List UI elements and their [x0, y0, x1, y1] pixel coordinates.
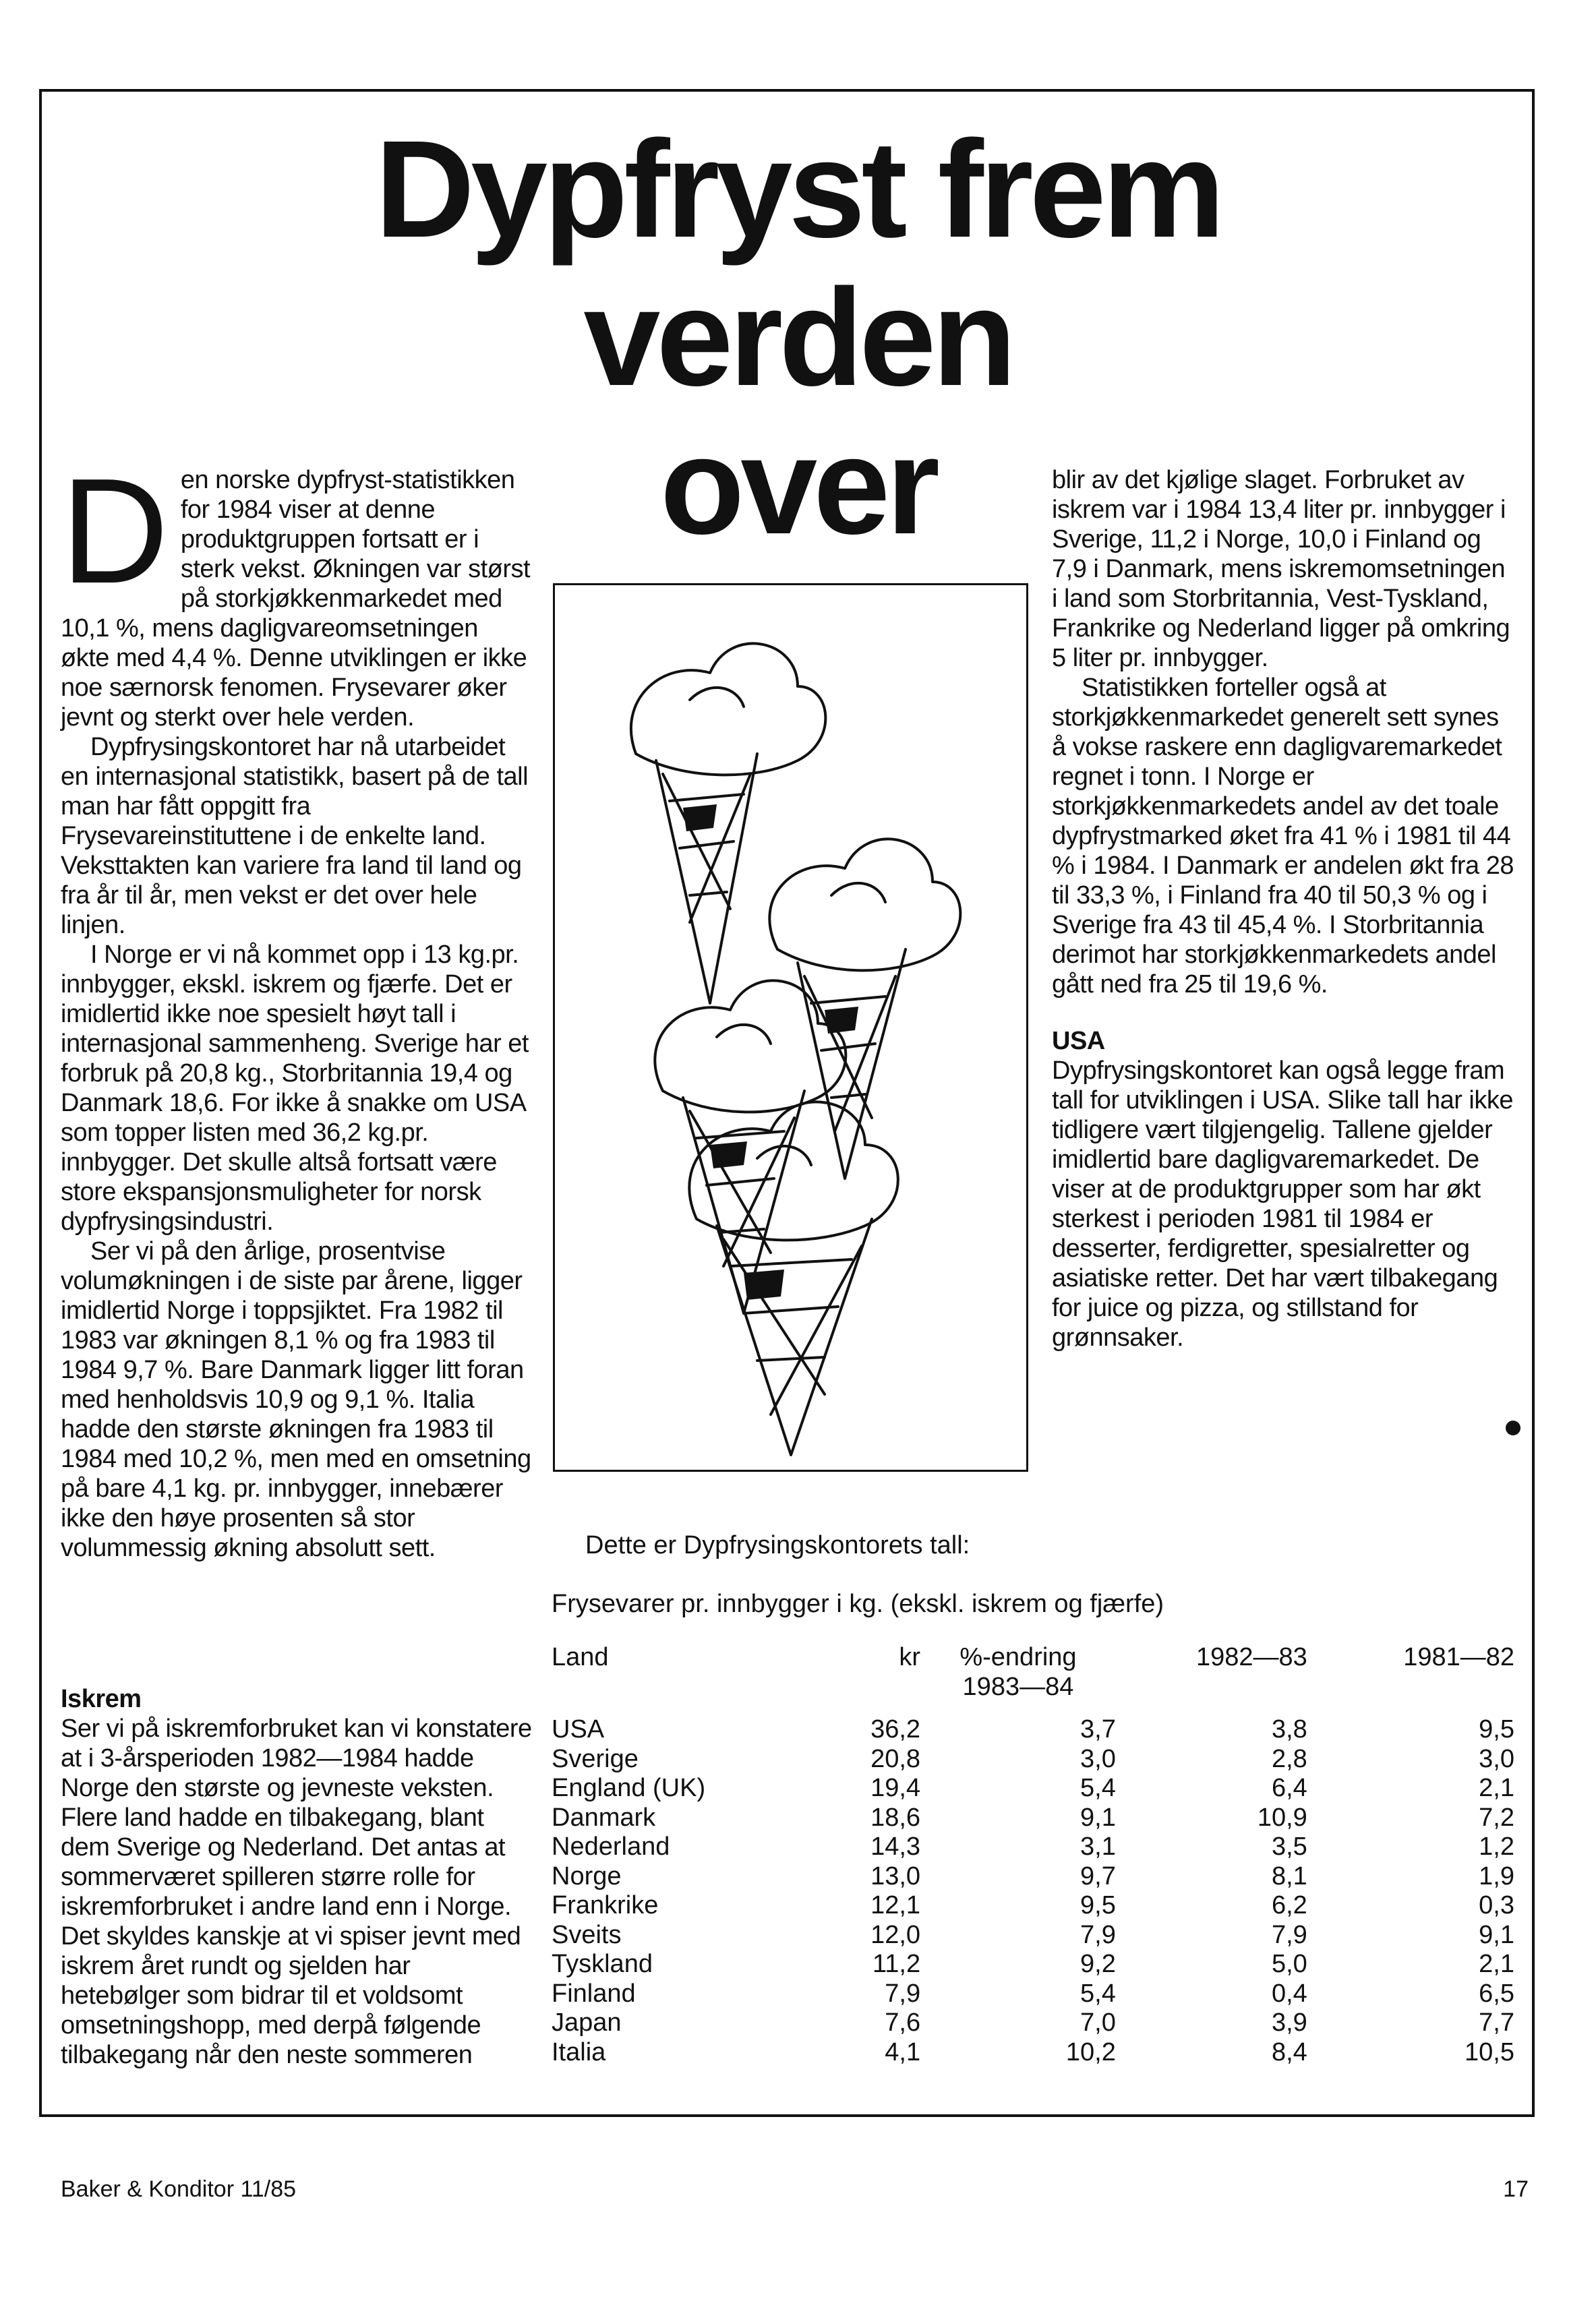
table-row — [552, 1862, 1514, 1892]
left-paragraph-1: en norske dypfryst-statistikken for 1984 viser at denne produktgruppen fortsatt er i sterk vekst. Økningen var størst på storkjøkkenmarkedet med 10,1 %, mens dagligvareomsetningen økte med 4,4 %. Denne utviklingen er ikke noe særnorsk fenomen. Frysevarer øker jevnt og sterkt over hele verden. — [61, 466, 531, 732]
table-row — [552, 1745, 1514, 1775]
cell-kr: 18,6 — [870, 1803, 921, 1832]
cell-endring: 9,7 — [1080, 1861, 1116, 1890]
cell-land: Frankrike — [552, 1891, 659, 1919]
cell-1982-83: 8,4 — [1271, 2037, 1307, 2066]
col-header-1982-83: 1982—83 — [1196, 1643, 1307, 1671]
cell-kr: 12,1 — [870, 1891, 921, 1919]
cell-endring: 9,1 — [1080, 1803, 1116, 1832]
cell-kr: 4,1 — [885, 2037, 921, 2066]
iskrem-heading: Iskrem — [61, 1685, 142, 1713]
right-paragraph-2: Statistikken forteller også at storkjøkkenmarkedet generelt sett synes å vokse raskere enn dagligvaremarkedet regnet i tonn. I Norge er storkjøkkenmarkedets andel av det toale dypfrystmarked øket fra 41 % i 1981 til 44 % i 1984. I Danmark er andelen økt fra 28 til 33,3 %, i Finland fra 40 til 50,3 % og i Sverige fra 43 til 45,4 %. I Storbritannia derimot har storkjøkkenmarkedets andel gått ned fra 25 til 19,6 %. — [1052, 674, 1514, 999]
left-paragraph-3: I Norge er vi nå kommet opp i 13 kg.pr. innbygger, ekskl. iskrem og fjærfe. Det er imidlertid ikke noe spesielt høyt tall i internasjonal sammenheng. Sverige har et forbruk på 20,8 kg., Storbritannia 19,4 og Danmark 18,6. For ikke å snakke om USA som topper listen med 36,2 kg.pr. innbygger. Det skulle altså fortsatt være store ekspansjonsmuligheter for norsk dypfrysingsindustri. — [61, 941, 529, 1236]
cell-endring: 9,2 — [1080, 1950, 1116, 1978]
table-row — [552, 1891, 1514, 1921]
cell-endring: 5,4 — [1080, 1979, 1116, 2008]
headline-line-2: verden — [583, 260, 1013, 415]
cell-land: Finland — [552, 1979, 636, 2008]
cell-endring: 7,9 — [1080, 1920, 1116, 1949]
cell-endring: 3,1 — [1080, 1833, 1116, 1861]
headline-line-3: over — [659, 409, 937, 563]
cell-land: USA — [552, 1715, 605, 1744]
cell-1981-82: 1,9 — [1479, 1861, 1514, 1890]
col-header-1981-82: 1981—82 — [1403, 1643, 1514, 1671]
cell-endring: 3,0 — [1080, 1744, 1116, 1773]
cell-kr: 36,2 — [870, 1715, 921, 1744]
ice-cream-illustration — [553, 583, 1028, 1472]
cell-kr: 12,0 — [870, 1920, 921, 1949]
headline-line-1: Dypfryst frem — [375, 112, 1221, 266]
cell-kr: 7,6 — [885, 2008, 921, 2037]
col-header-land: Land — [552, 1643, 609, 1671]
cell-1981-82: 10,5 — [1465, 2037, 1514, 2066]
left-paragraph-4: Ser vi på den årlige, prosentvise volumøkningen i de siste par årene, ligger imidlertid Norge i toppsjiktet. Fra 1982 til 1983 var økningen 8,1 % og fra 1983 til 1984 9,7 %. Bare Danmark ligger litt foran med henholdsvis 10,9 og 9,1 %. Italia hadde den største økningen fra 1983 til 1984 med 10,2 %, men med en omsetning på bare 4,1 kg. pr. innbygger, innebærer ikke den høye prosenten så stor volummessig økning absolutt sett. — [61, 1237, 531, 1562]
table-row — [552, 1774, 1514, 1804]
cell-endring: 9,5 — [1080, 1891, 1116, 1919]
right-paragraph-1: blir av det kjølige slaget. Forbruket av iskrem var i 1984 13,4 liter pr. innbygger i Sverige, 11,2 i Norge, 10,0 i Finland og 7,9 i Danmark, mens iskremomsetningen i land som Storbritannia, Vest-Tyskland, Frankrike og Nederland ligger på omkring 5 liter pr. innbygger. — [1052, 466, 1510, 672]
table-row — [552, 1804, 1514, 1833]
dropcap: D — [61, 448, 169, 615]
cell-1981-82: 2,1 — [1479, 1774, 1514, 1802]
cell-kr: 13,0 — [870, 1861, 921, 1890]
cell-1981-82: 2,1 — [1479, 1950, 1514, 1978]
cell-1981-82: 0,3 — [1479, 1891, 1514, 1919]
cell-land: Japan — [552, 2008, 622, 2037]
cell-kr: 19,4 — [870, 1774, 921, 1802]
cell-1982-83: 2,8 — [1271, 1744, 1307, 1773]
iskrem-paragraph: Ser vi på iskremforbruket kan vi konstatere at i 3-årsperioden 1982—1984 hadde Norge den største og jevneste veksten. Flere land hadde en tilbakegang, blant dem Sverige og Nederland. Det antas at sommerværet spilleren større rolle for iskremforbruket i andre land enn i Norge. Det skyldes kanskje at vi spiser jevnt med iskrem året rundt og sjelden har hetebølger som bidrar til et voldsomt omsetningshopp, med derpå følgende tilbakegang når den neste sommeren — [61, 1715, 532, 2069]
ice-cream-cones-icon — [555, 585, 1026, 1470]
table-row — [552, 1950, 1514, 1979]
cell-1981-82: 9,1 — [1479, 1920, 1514, 1949]
table-row — [552, 1715, 1514, 1745]
cell-endring: 10,2 — [1065, 2037, 1116, 2066]
footer-page-number: 17 — [1503, 2176, 1529, 2202]
cell-endring: 3,7 — [1080, 1715, 1116, 1744]
cell-1981-82: 7,2 — [1479, 1803, 1514, 1832]
usa-paragraph: Dypfrysingskontoret kan også legge fram tall for utviklingen i USA. Slike tall har ikke tidligere vært tilgjengelig. Tallene gjelder imidlertid bare dagligvaremarkedet. De viser at de produktgrupper som har økt sterkest i perioden 1981 til 1984 er desserter, ferdigretter, spesialretter og asiatiske retter. Det har vært tilbakegang for juice og pizza, og stillstand for grønnsaker. — [1052, 1056, 1514, 1352]
cell-land: Sverige — [552, 1744, 639, 1773]
table-row — [552, 2008, 1514, 2038]
cell-1981-82: 7,7 — [1479, 2008, 1514, 2037]
cell-land: Sveits — [552, 1920, 622, 1949]
usa-heading: USA — [1052, 1027, 1105, 1055]
cell-land: Italia — [552, 2037, 606, 2066]
cell-1981-82: 3,0 — [1479, 1744, 1514, 1773]
cell-1982-83: 3,5 — [1271, 1833, 1307, 1861]
cell-kr: 11,2 — [872, 1950, 921, 1978]
table-row — [552, 2038, 1514, 2068]
cell-1982-83: 0,4 — [1271, 1979, 1307, 2008]
cell-land: England (UK) — [552, 1774, 706, 1802]
col-header-endring-line2: 1983—84 — [962, 1672, 1074, 1701]
cell-1982-83: 6,2 — [1271, 1891, 1307, 1919]
footer-publication: Baker & Konditor 11/85 — [61, 2176, 297, 2202]
col-header-endring — [920, 1643, 1116, 1715]
cell-land: Norge — [552, 1861, 622, 1890]
cell-1982-83: 8,1 — [1271, 1861, 1307, 1890]
left-column — [61, 448, 533, 2070]
cell-land: Nederland — [552, 1833, 670, 1861]
frozen-food-stats-table — [552, 1643, 1514, 2067]
cell-1981-82: 9,5 — [1479, 1715, 1514, 1744]
table-caption: Frysevarer pr. innbygger i kg. (ekskl. iskrem og fjærfe) — [552, 1590, 1164, 1618]
cell-kr: 20,8 — [870, 1744, 921, 1773]
left-paragraph-2: Dypfrysingskontoret har nå utarbeidet en internasjonal statistikk, basert på de tall man har fått oppgitt fra Frysevareinstituttene i de enkelte land. Veksttakten kan variere fra land til land og fra år til år, men vekst er det over hele linjen. — [61, 733, 529, 939]
col-header-endring-line1: %-endring — [959, 1643, 1077, 1671]
cell-1982-83: 10,9 — [1257, 1803, 1307, 1832]
table-row — [552, 1979, 1514, 2009]
cell-1982-83: 3,8 — [1271, 1715, 1307, 1744]
end-of-article-bullet — [1506, 1421, 1520, 1435]
col-header-kr: kr — [899, 1643, 921, 1671]
cell-kr: 7,9 — [885, 1979, 921, 2008]
cell-1982-83: 5,0 — [1271, 1950, 1307, 1978]
cell-1981-82: 1,2 — [1479, 1833, 1514, 1861]
right-column — [1052, 465, 1517, 1352]
cell-endring: 5,4 — [1080, 1774, 1116, 1802]
lead-paragraph — [61, 448, 533, 732]
cell-1981-82: 6,5 — [1479, 1979, 1514, 2008]
cell-1982-83: 6,4 — [1271, 1774, 1307, 1802]
table-row — [552, 1833, 1514, 1862]
table-row — [552, 1921, 1514, 1950]
table-header-row — [552, 1643, 1514, 1715]
table-intro: Dette er Dypfrysingskontorets tall: — [585, 1531, 970, 1559]
cell-land: Danmark — [552, 1803, 656, 1832]
cell-land: Tyskland — [552, 1950, 653, 1978]
cell-endring: 7,0 — [1080, 2008, 1116, 2037]
cell-1982-83: 3,9 — [1271, 2008, 1307, 2037]
cell-kr: 14,3 — [870, 1833, 921, 1861]
cell-1982-83: 7,9 — [1271, 1920, 1307, 1949]
